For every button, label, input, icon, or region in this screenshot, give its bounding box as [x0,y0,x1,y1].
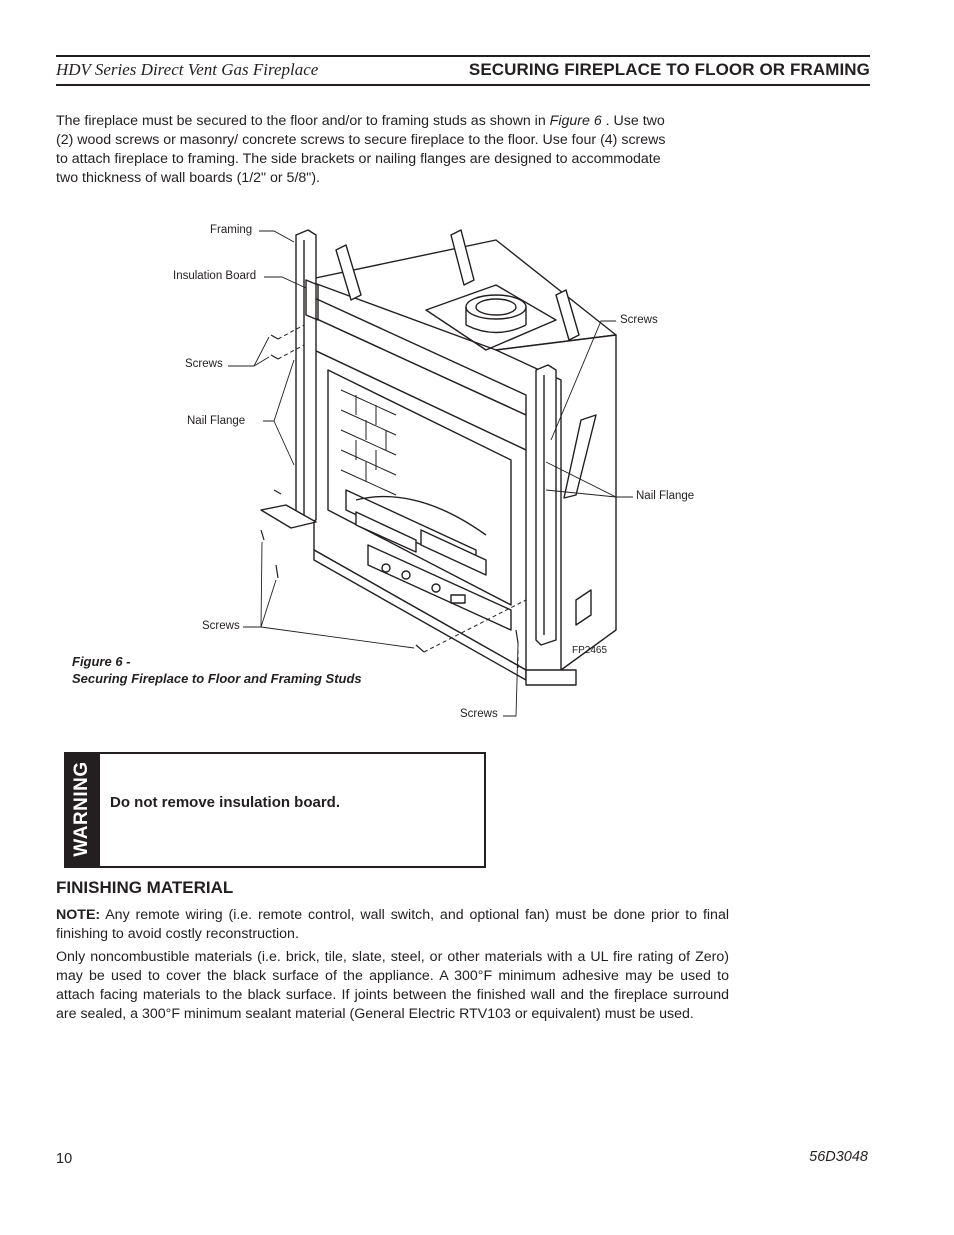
note-text: Any remote wiring (i.e. remote control, wall switch, and optional fan) must be done prior to final finishing to avoid costly reconstruction. [56,907,729,942]
intro-text-1: The fireplace must be secured to the floor and/or to framing studs as shown in [56,113,550,129]
page-number: 10 [56,1151,73,1167]
figure-caption-line1: Figure 6 - [72,654,131,669]
document-number: 56D3048 [809,1149,868,1165]
figure-caption [72,653,362,687]
figure-caption-line2: Securing Fireplace to Floor and Framing Studs [72,671,362,686]
label-framing: Framing [210,224,253,236]
warning-text: Do not remove insulation board. [110,794,341,811]
finishing-heading: FINISHING MATERIAL [56,878,234,897]
label-nail-flange-left: Nail Flange [187,415,246,427]
intro-paragraph [56,112,678,188]
label-screws-bottom: Screws [460,708,498,720]
section-title: SECURING FIREPLACE TO FLOOR OR FRAMING [468,60,870,79]
header-rule-top [56,55,870,57]
label-nail-flange-right: Nail Flange [636,490,695,502]
label-insulation-board: Insulation Board [173,270,257,282]
warning-tab [64,752,100,866]
note-label: NOTE: [56,907,101,923]
intro-text-2: . Use two (2) wood screws or masonry/ concrete screws to secure fireplace to the floor. Use four (4) screws to attach fireplace to framing. The side brackets or nailing flanges are designed to accommodate two thickness of wall boards (1/2" or 5/8"). [56,113,666,186]
label-screws-bottom-left: Screws [202,620,240,632]
series-title: HDV Series Direct Vent Gas Fireplace [56,60,319,79]
label-screws-right: Screws [620,314,658,326]
figure-reference: Figure 6 [549,113,602,129]
label-screws-left: Screws [185,358,223,370]
header-rule-bottom [56,84,870,86]
warning-label: WARNING [71,761,92,857]
note-paragraph [56,906,729,944]
figure-code: FP2465 [572,645,608,656]
finishing-paragraph: Only noncombustible materials (i.e. brick, tile, slate, steel, or other materials with a UL fire rating of Zero) may be used to cover the black surface of the appliance. A 300°F minimum adhesive may be used to attach facing materials to the black surface. If joints between the finished wall and the fireplace surround are sealed, a 300°F minimum sealant material (General Electric RTV103 or equivalent) must be used. [56,949,729,1022]
